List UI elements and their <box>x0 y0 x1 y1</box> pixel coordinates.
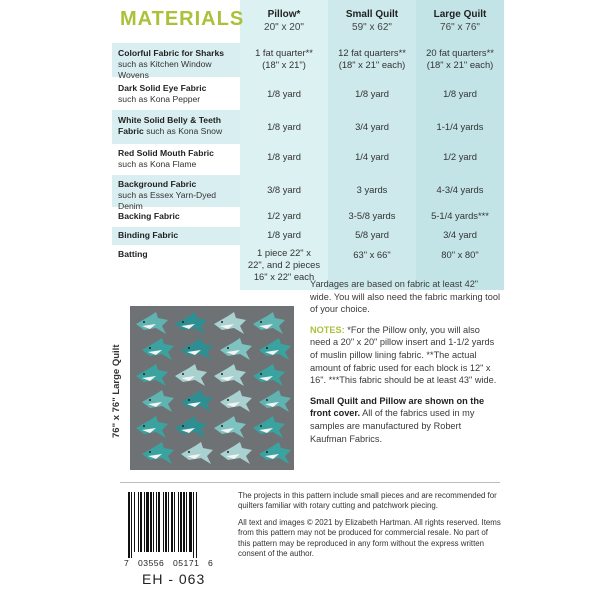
cell-large-quilt: 3/4 yard <box>443 229 477 240</box>
barcode-bar <box>178 492 179 552</box>
cell-small-quilt: 3 yards <box>356 184 388 195</box>
barcode-bar <box>150 492 152 552</box>
table-row <box>112 43 504 80</box>
header-large-quilt <box>416 8 504 34</box>
barcode-bar <box>131 492 132 558</box>
barcode-bar <box>153 492 154 552</box>
cell-pillow <box>240 47 328 71</box>
row-label-note: such as Essex Yarn-Dyed Denim <box>118 190 217 211</box>
row-label <box>112 247 240 260</box>
cell-line: 12 fat quarters** <box>338 47 406 58</box>
cell-line: 22", and 2 pieces <box>247 259 321 270</box>
table-row <box>112 227 504 245</box>
header-size: 76" x 76" <box>440 22 480 33</box>
cell-pillow: 3/8 yard <box>267 184 301 195</box>
row-label <box>112 207 240 222</box>
barcode-bar <box>168 492 169 552</box>
footer-paragraph: All text and images © 2021 by Elizabeth Hartman. All rights reserved. Items from this pattern may not be produced for commercial resale. No part of this pattern may be reproduced in any form without the express written consent of the author. <box>238 517 501 559</box>
product-code: EH - 063 <box>142 571 206 587</box>
quilt-background <box>130 306 294 470</box>
cell-pillow: 1/8 yard <box>267 121 301 132</box>
row-label-bold: Batting <box>118 249 148 259</box>
quilt-size-label: 76" x 76" Large Quilt <box>111 344 122 438</box>
cell-small-quilt: 1/8 yard <box>355 88 389 99</box>
materials-title: MATERIALS <box>120 8 245 30</box>
row-label-note: such as Kona Flame <box>118 159 197 169</box>
notes-text: *For the Pillow only, you will also need a 20" x 20" pillow insert and 1-1/2 yards of muslin pillow lining fabric. **The actual amount of fabric used for each block is 12" x 16". ***This fabric should be at least 43" wide. <box>310 324 497 386</box>
barcode-bar <box>196 492 197 558</box>
divider <box>120 482 500 483</box>
shown-paragraph <box>310 395 500 445</box>
header-small-quilt <box>328 8 416 34</box>
row-label-note: such as Kona Pepper <box>118 94 201 104</box>
barcode-bar <box>146 492 149 552</box>
cell-pillow: 1/8 yard <box>267 151 301 162</box>
row-label <box>112 79 240 105</box>
notes-label: NOTES: <box>310 324 345 335</box>
cell-small-quilt: 63" x 66" <box>353 249 391 260</box>
cell-line: (18" x 21" each) <box>338 59 406 70</box>
header-size: 59" x 62" <box>352 22 392 33</box>
row-label-bold: Dark Solid Eye Fabric <box>118 83 207 93</box>
barcode-bar <box>138 492 139 552</box>
row-label-bold: Binding Fabric <box>118 230 179 240</box>
table-row <box>112 79 504 109</box>
cell-large-quilt: 1/2 yard <box>443 151 477 162</box>
header-pillow <box>240 8 328 34</box>
table-row <box>112 175 504 211</box>
barcode-bar <box>183 492 185 552</box>
shown-bold: Small Quilt and Pillow are shown on the front cover. <box>310 395 485 419</box>
footer-text <box>238 491 502 565</box>
large-quilt-image <box>130 306 294 470</box>
cell-pillow: 1/8 yard <box>267 229 301 240</box>
row-label-note: such as Kona Snow <box>146 126 223 136</box>
cell-line: (18" x 21" each) <box>426 59 494 70</box>
notes-section <box>310 278 500 453</box>
cell-pillow: 1/8 yard <box>267 88 301 99</box>
cell-line: 1 fat quarter** <box>255 47 313 58</box>
cell-large-quilt: 80" x 80" <box>441 249 479 260</box>
cell-large-quilt: 1/8 yard <box>443 88 477 99</box>
barcode-bar <box>156 492 157 552</box>
barcode-bar <box>186 492 187 552</box>
barcode-bar <box>163 492 164 552</box>
barcode-bar <box>165 492 167 552</box>
header-name: Large Quilt <box>433 9 487 20</box>
cell-line: 1 piece 22" x <box>257 247 311 258</box>
cell-small-quilt <box>328 47 416 71</box>
row-label-bold: Background Fabric <box>118 179 197 189</box>
row-label <box>112 227 240 245</box>
yardage-note: Yardages are based on fabric at least 42" wide. You will also need the fabric marking tool of your choice. <box>310 279 500 315</box>
row-label <box>112 110 240 144</box>
cell-line: 20 fat quarters** <box>426 47 494 58</box>
barcode-bar <box>171 492 173 552</box>
table-row <box>112 146 504 176</box>
row-label <box>112 175 240 211</box>
barcode-bar <box>174 492 175 552</box>
notes-paragraph <box>310 324 500 387</box>
barcode-bar <box>140 492 142 552</box>
barcode-bar <box>134 492 135 552</box>
row-label <box>112 43 240 80</box>
cell-large-quilt: 1-1/4 yards <box>436 121 484 132</box>
row-label <box>112 146 240 170</box>
row-label-bold: Colorful Fabric for Sharks <box>118 48 225 58</box>
row-label-bold: Backing Fabric <box>118 211 180 221</box>
table-row <box>112 207 504 227</box>
cell-large-quilt: 5-1/4 yards*** <box>431 210 489 221</box>
table-row <box>112 110 504 144</box>
barcode-bar <box>193 492 194 558</box>
header-size: 20" x 20" <box>264 22 304 33</box>
cell-small-quilt: 5/8 yard <box>355 229 389 240</box>
barcode-bar <box>158 492 160 552</box>
header-name: Small Quilt <box>345 9 399 20</box>
cell-small-quilt: 3-5/8 yards <box>348 210 396 221</box>
barcode-bar <box>144 492 145 552</box>
row-label-bold: Red Solid Mouth Fabric <box>118 148 214 158</box>
row-label-note: such as Kitchen Window Wovens <box>118 59 212 80</box>
cell-small-quilt: 3/4 yard <box>355 121 389 132</box>
barcode-digits: 7 03556 05171 6 <box>124 558 214 568</box>
shown-rest: All of the fabrics used in my samples are manufactured by Robert Kaufman Fabrics. <box>310 408 475 444</box>
cell-line: 16" x 22" each <box>253 271 315 282</box>
cell-large-quilt <box>416 47 504 71</box>
cell-small-quilt: 1/4 yard <box>355 151 389 162</box>
row-label-bold: White Solid Belly & Teeth Fabric <box>118 115 221 136</box>
barcode-bar <box>189 492 192 552</box>
cell-line: (18" x 21") <box>262 59 306 70</box>
barcode-bar <box>180 492 182 552</box>
header-name: Pillow* <box>267 9 301 20</box>
cell-pillow: 1/2 yard <box>267 210 301 221</box>
cell-large-quilt: 4-3/4 yards <box>436 184 484 195</box>
barcode-image <box>124 492 234 558</box>
barcode-bar <box>128 492 130 558</box>
footer-paragraph: The projects in this pattern include small pieces and are recommended for quilters familiar with rotary cutting and patchwork piecing. <box>238 491 497 511</box>
